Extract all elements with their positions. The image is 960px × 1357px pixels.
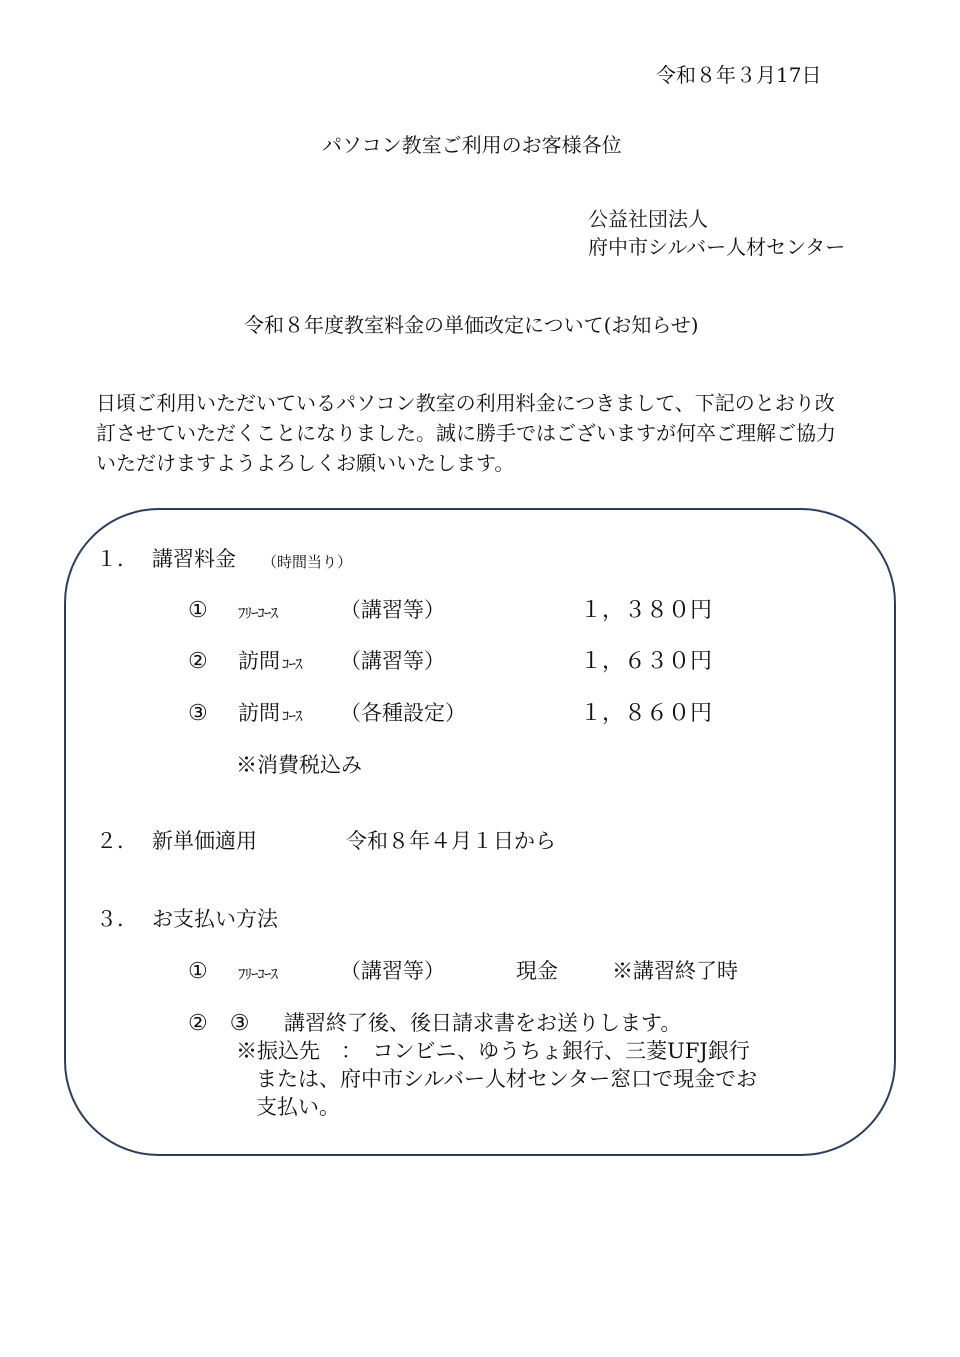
section2-title: 新単価適用 bbox=[152, 829, 257, 853]
notice-subject: 令和８年度教室料金の単価改定について(お知らせ) bbox=[244, 313, 699, 337]
addressee: パソコン教室ご利用のお客様各位 bbox=[322, 133, 622, 157]
item1-price: １，３８０円 bbox=[580, 598, 713, 623]
body-line: 訂させていただくことになりました。誠に勝手ではございますが何卒ご理解ご協力 bbox=[96, 421, 836, 445]
item2-course-suffix: ｺｰｽ bbox=[282, 655, 302, 673]
item1-detail: （講習等） bbox=[340, 598, 445, 622]
payment-item2-markers: ② ③ bbox=[188, 1011, 250, 1036]
notice-body bbox=[96, 388, 886, 478]
item3-course-prefix: 訪問 bbox=[238, 701, 280, 725]
payment-item1-marker: ① bbox=[188, 959, 208, 984]
item1-marker: ① bbox=[188, 598, 208, 623]
item2-detail: （講習等） bbox=[340, 649, 445, 673]
transfer-note-line: 支払い。 bbox=[256, 1095, 340, 1119]
payment-item1-course: ﾌﾘｰｺｰｽ bbox=[238, 965, 278, 983]
item2-price: １，６３０円 bbox=[580, 649, 713, 674]
transfer-note-line: または、府中市シルバー人材センター窓口で現金でお bbox=[256, 1067, 758, 1091]
organization-name: 府中市シルバー人材センター bbox=[588, 235, 846, 259]
body-line: 日頃ご利用いただいているパソコン教室の利用料金につきまして、下記のとおり改 bbox=[96, 391, 835, 415]
payment-item1-method: 現金 bbox=[516, 959, 558, 983]
payment-item1-detail: （講習等） bbox=[340, 959, 445, 983]
organization-type: 公益社団法人 bbox=[588, 207, 708, 231]
item3-detail: （各種設定） bbox=[340, 701, 466, 725]
item3-course-suffix: ｺｰｽ bbox=[282, 707, 302, 725]
tax-note: ※消費税込み bbox=[236, 753, 362, 777]
item2-course-prefix: 訪問 bbox=[238, 649, 280, 673]
section2-value: 令和８年４月１日から bbox=[346, 829, 556, 853]
payment-item2-text: 講習終了後、後日請求書をお送りします。 bbox=[284, 1011, 682, 1035]
document-date: 令和８年３月17日 bbox=[656, 63, 822, 87]
payment-item1-timing: ※講習終了時 bbox=[612, 959, 738, 983]
section1-title: 講習料金 bbox=[152, 547, 236, 571]
section3-number: ３． bbox=[96, 907, 138, 931]
item1-course: ﾌﾘｰｺｰｽ bbox=[238, 604, 278, 622]
section1-note: （時間当り） bbox=[262, 553, 353, 571]
body-line: いただけますようよろしくお願いいたします。 bbox=[96, 451, 515, 475]
section1-number: １． bbox=[96, 547, 138, 571]
item3-price: １，８６０円 bbox=[580, 701, 713, 726]
transfer-destinations: ※振込先 ： コンビニ、ゆうちょ銀行、三菱UFJ銀行 bbox=[236, 1039, 750, 1063]
section2-number: ２． bbox=[96, 829, 138, 853]
item3-marker: ③ bbox=[188, 701, 208, 726]
item2-marker: ② bbox=[188, 649, 208, 674]
section3-title: お支払い方法 bbox=[152, 907, 278, 931]
